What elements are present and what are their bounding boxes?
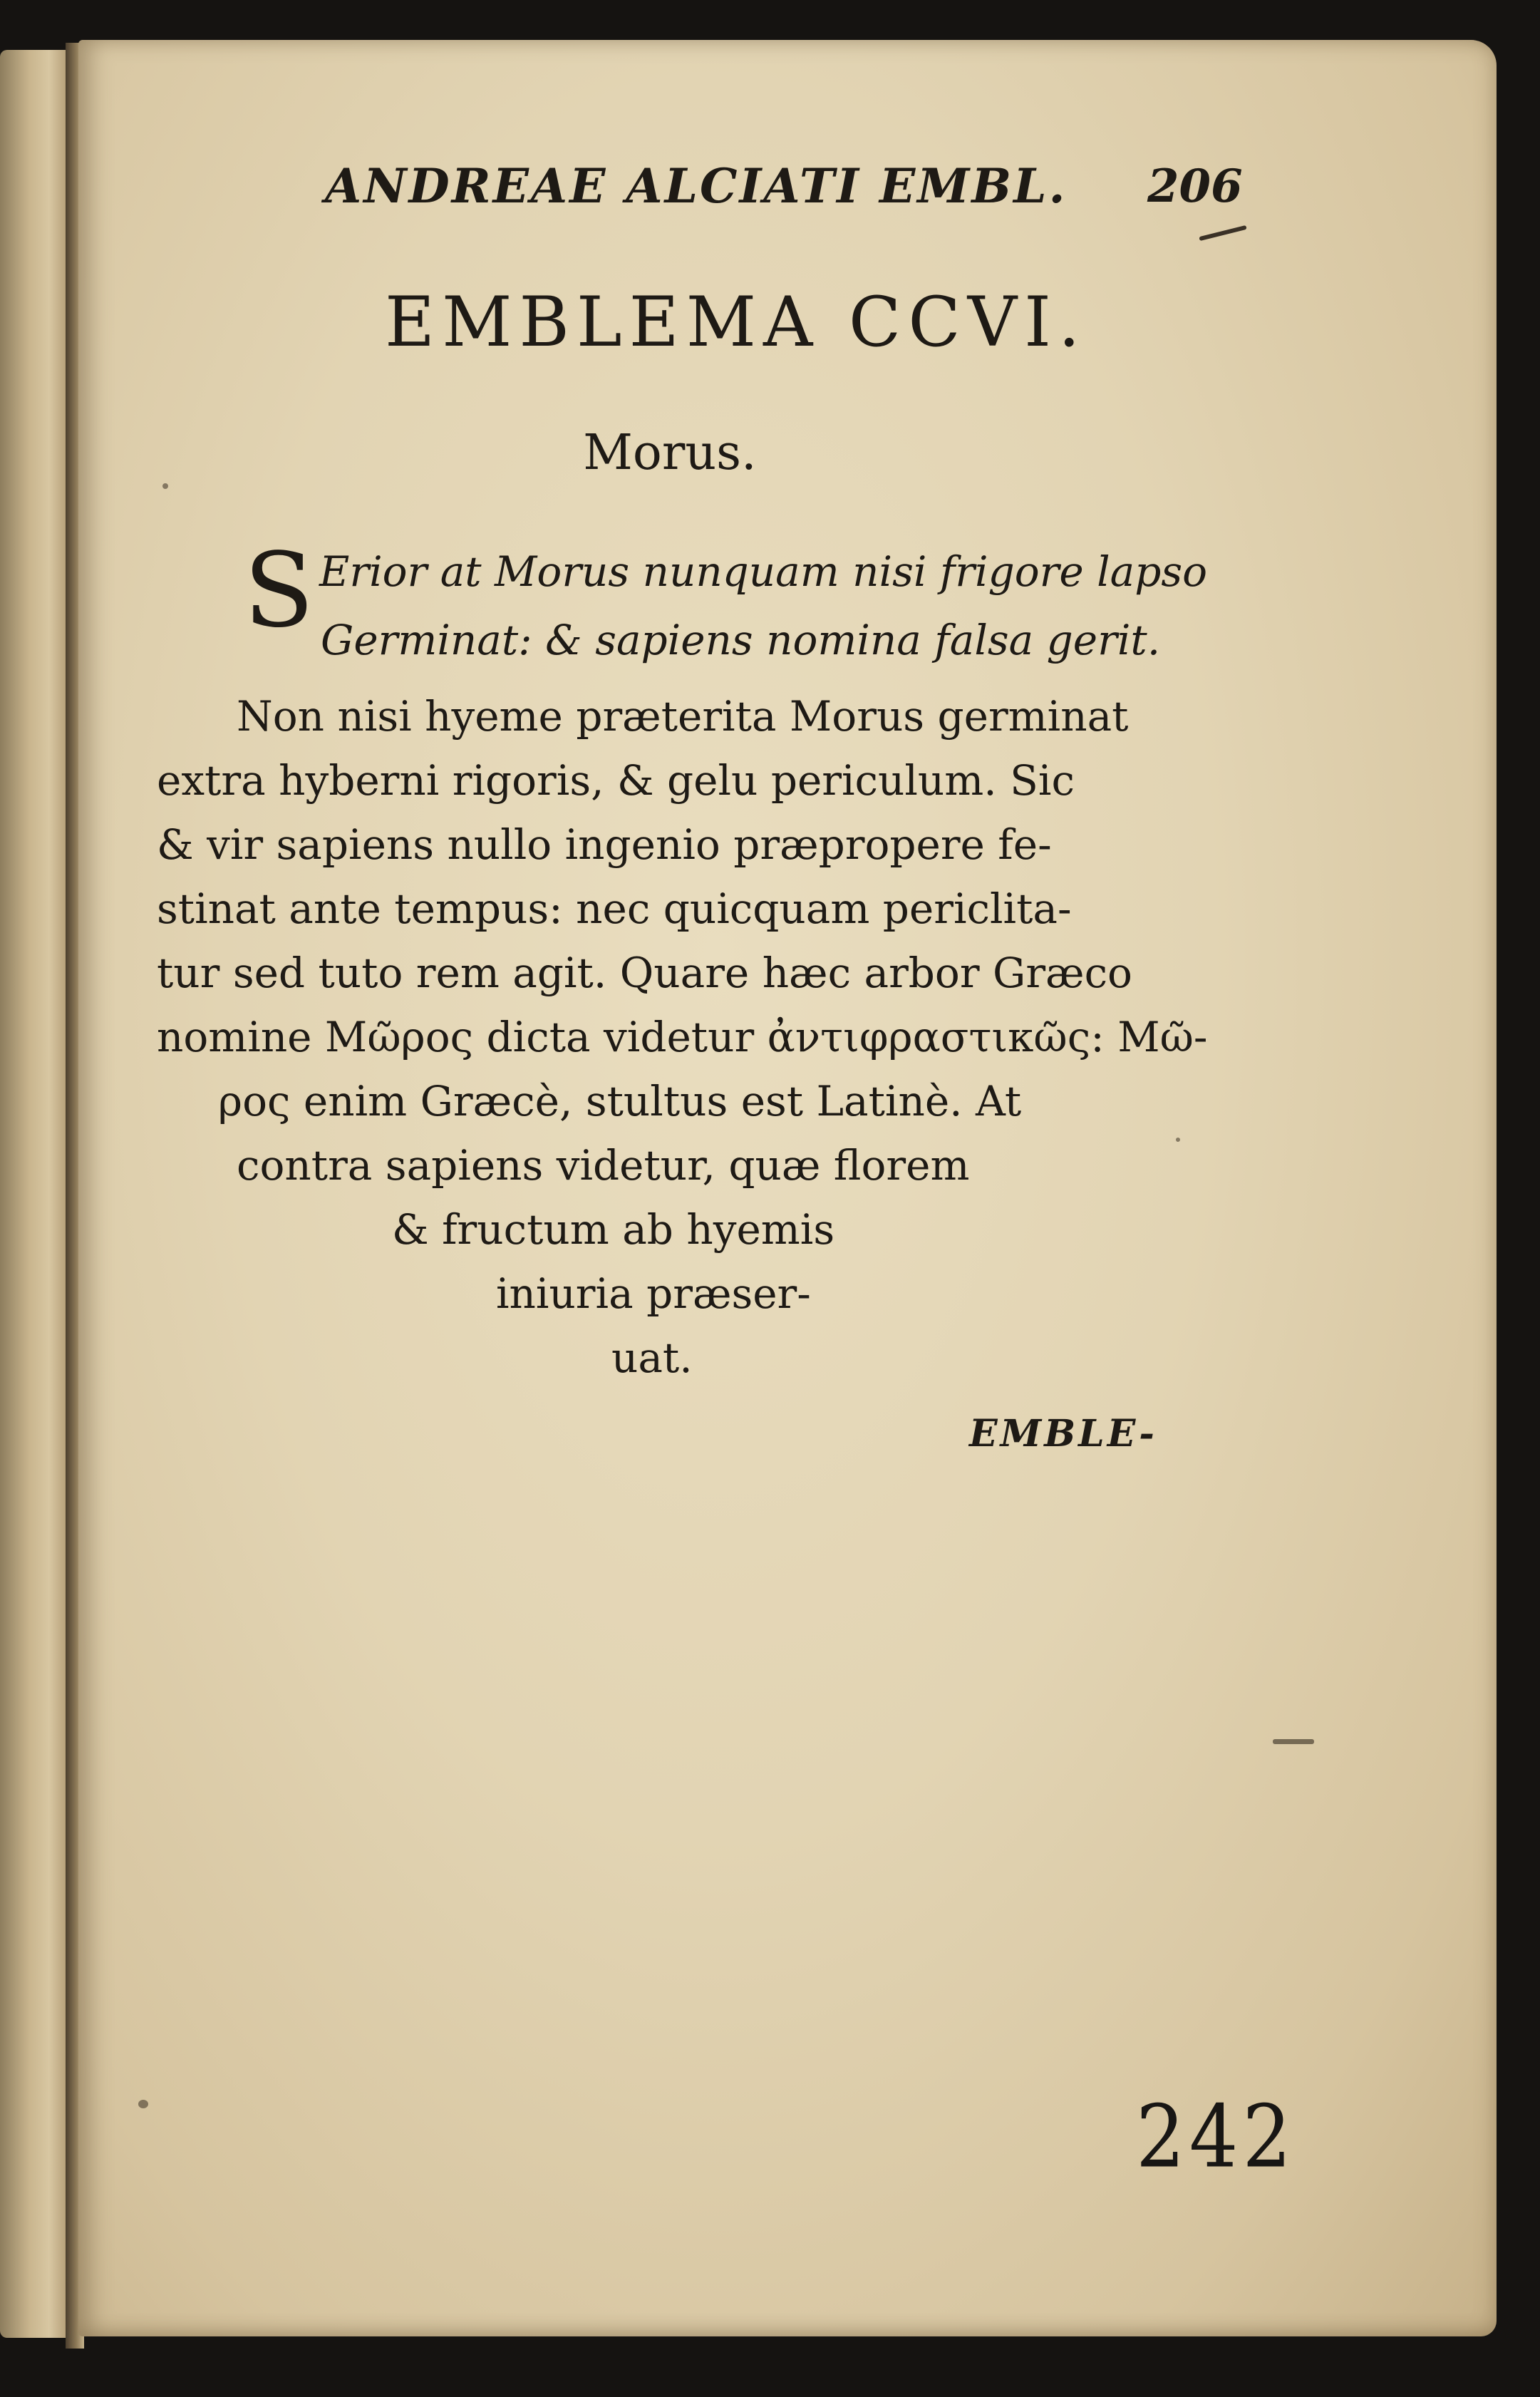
commentary-line: Non nisi hyeme præterita Morus germinat: [237, 692, 1129, 741]
ink-mark: [1273, 1739, 1314, 1744]
commentary-line: uat.: [611, 1334, 693, 1382]
commentary-line: iniuria præser-: [496, 1269, 811, 1318]
commentary-line: nomine Μῶρος dicta videtur ἀντιφραστικῶς: Μῶ-: [157, 1013, 1208, 1061]
paper-speck: [138, 2100, 148, 2108]
paper-speck: [162, 483, 168, 489]
paper-speck: [1176, 1138, 1180, 1142]
previous-page-edge: [0, 50, 66, 2338]
commentary-line: contra sapiens videtur, quæ florem: [237, 1141, 970, 1190]
commentary-line: extra hyberni rigoris, & gelu periculum. Sic: [157, 756, 1075, 805]
running-head: ANDREAE ALCIATI EMBL.: [325, 158, 1068, 214]
commentary-line: & fructum ab hyemis: [392, 1205, 835, 1254]
page-number: 206: [1147, 160, 1243, 213]
catchword: EMBLE-: [969, 1412, 1157, 1455]
verse-line: Erior at Morus nunquam nisi frigore lapso: [319, 547, 1208, 596]
emblem-title: EMBLEMA CCVI.: [385, 282, 1087, 362]
commentary-line: ρος enim Græcè, stultus est Latinè. At: [218, 1077, 1022, 1125]
commentary-line: stinat ante tempus: nec quicquam periclita-: [157, 885, 1072, 933]
emblem-motto: Morus.: [583, 425, 757, 481]
drop-capital: S: [244, 530, 314, 650]
commentary-line: & vir sapiens nullo ingenio præpropere fe-: [157, 820, 1052, 869]
library-stamp-number: 242: [1136, 2087, 1296, 2187]
pen-mark: [1199, 225, 1246, 241]
book-page: [78, 40, 1497, 2336]
verse-line: Germinat: & sapiens nomina falsa gerit.: [321, 616, 1161, 664]
commentary-line: tur sed tuto rem agit. Quare hæc arbor Græco: [157, 949, 1132, 997]
